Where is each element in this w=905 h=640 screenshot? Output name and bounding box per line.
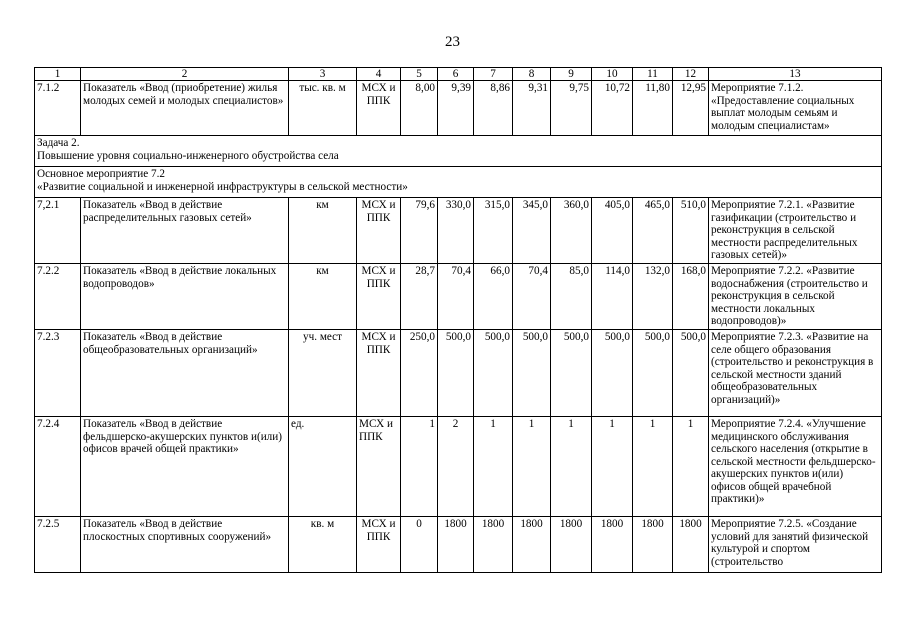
column-number: 5 [401,68,438,81]
indicator-name: Показатель «Ввод в действие распределительных газовых сетей» [81,198,289,264]
unit-cell: кв. м [289,517,357,573]
main-measure-row [35,167,882,198]
task-text: Повышение уровня социально-инженерного обустройства села [37,149,339,162]
value-cell: 500,0 [592,330,633,417]
value-cell: 1 [474,417,513,517]
indicator-name: Показатель «Ввод в действие фельдшерско-акушерских пунктов и(или) офисов врачей общей практики» [81,417,289,517]
value-cell: 1800 [592,517,633,573]
value-cell: 315,0 [474,198,513,264]
value-cell: 360,0 [551,198,592,264]
column-number: 7 [474,68,513,81]
column-number: 1 [35,68,81,81]
executor-cell: МСХ и ППК [357,81,401,136]
column-number: 9 [551,68,592,81]
measure-cell: Мероприятие 7.2.2. «Развитие водоснабжения (строительство и реконструкция в сельской местности локальных водопроводов)» [709,264,882,330]
column-number: 11 [633,68,673,81]
task-row [35,136,882,167]
executor-cell: МСХ и ППК [357,517,401,573]
value-cell: 28,7 [401,264,438,330]
value-cell: 114,0 [592,264,633,330]
value-cell: 330,0 [438,198,474,264]
measure-cell: Мероприятие 7.2.1. «Развитие газификации (строительство и реконструкция в сельской местности распределительных газовых сетей)» [709,198,882,264]
column-number: 3 [289,68,357,81]
table-row [35,264,882,330]
measure-cell: Мероприятие 7.2.3. «Развитие на селе общего образования (строительство и реконструкция в сельской местности зданий общеобразовательных организаций)» [709,330,882,417]
column-number: 6 [438,68,474,81]
value-cell: 1 [633,417,673,517]
value-cell: 405,0 [592,198,633,264]
column-number: 10 [592,68,633,81]
indicator-name: Показатель «Ввод в действие плоскостных спортивных сооружений» [81,517,289,573]
measure-cell: Мероприятие 7.2.4. «Улучшение медицинского обслуживания сельского населения (открытие в сельской местности фельдшерско-акушерских пунктов и(или) офисов общей врачебной практики)» [709,417,882,517]
value-cell: 12,95 [673,81,709,136]
executor-cell: МСХ и ППК [357,198,401,264]
measure-cell: Мероприятие 7.1.2. «Предоставление социальных выплат молодым семьям и молодым специалистам» [709,81,882,136]
table-row [35,198,882,264]
value-cell: 10,72 [592,81,633,136]
value-cell: 1 [551,417,592,517]
value-cell: 8,86 [474,81,513,136]
value-cell: 11,80 [633,81,673,136]
value-cell: 1800 [633,517,673,573]
value-cell: 70,4 [438,264,474,330]
table-row [35,330,882,417]
table-row [35,517,882,573]
unit-cell: ед. [289,417,357,517]
unit-cell: км [289,264,357,330]
main-measure-text: «Развитие социальной и инженерной инфраструктуры в сельской местности» [37,180,408,193]
unit-cell: уч. мест [289,330,357,417]
value-cell: 1 [401,417,438,517]
value-cell: 510,0 [673,198,709,264]
measure-cell: Мероприятие 7.2.5. «Создание условий для занятий физической культурой и спортом (строительство [709,517,882,573]
indicators-table [34,67,882,573]
value-cell: 500,0 [438,330,474,417]
value-cell: 1 [513,417,551,517]
column-number: 4 [357,68,401,81]
value-cell: 500,0 [551,330,592,417]
value-cell: 0 [401,517,438,573]
column-number: 2 [81,68,289,81]
column-number: 13 [709,68,882,81]
value-cell: 168,0 [673,264,709,330]
row-number: 7.2.4 [35,417,81,517]
executor-cell: МСХ и ППК [357,417,401,517]
value-cell: 9,39 [438,81,474,136]
unit-cell: тыс. кв. м [289,81,357,136]
unit-cell: км [289,198,357,264]
value-cell: 132,0 [633,264,673,330]
column-number: 8 [513,68,551,81]
value-cell: 66,0 [474,264,513,330]
row-number: 7.2.2 [35,264,81,330]
value-cell: 79,6 [401,198,438,264]
executor-cell: МСХ и ППК [357,330,401,417]
indicator-name: Показатель «Ввод (приобретение) жилья молодых семей и молодых специалистов» [81,81,289,136]
value-cell: 9,31 [513,81,551,136]
value-cell: 1800 [438,517,474,573]
table-row [35,417,882,517]
indicator-name: Показатель «Ввод в действие общеобразовательных организаций» [81,330,289,417]
value-cell: 345,0 [513,198,551,264]
value-cell: 500,0 [633,330,673,417]
value-cell: 1800 [474,517,513,573]
executor-cell: МСХ и ППК [357,264,401,330]
row-number: 7,2.1 [35,198,81,264]
row-number: 7.2.3 [35,330,81,417]
value-cell: 1800 [551,517,592,573]
value-cell: 1800 [513,517,551,573]
value-cell: 1 [673,417,709,517]
value-cell: 1800 [673,517,709,573]
value-cell: 85,0 [551,264,592,330]
value-cell: 500,0 [673,330,709,417]
main-measure-cell [35,167,882,198]
row-number: 7.2.5 [35,517,81,573]
column-number: 12 [673,68,709,81]
table-row [35,81,882,136]
main-measure-title: Основное мероприятие 7.2 [37,168,165,181]
task-cell [35,136,882,167]
page-number: 23 [445,34,460,50]
indicator-name: Показатель «Ввод в действие локальных водопроводов» [81,264,289,330]
value-cell: 465,0 [633,198,673,264]
task-title: Задача 2. [37,137,80,150]
value-cell: 500,0 [474,330,513,417]
value-cell: 500,0 [513,330,551,417]
value-cell: 8,00 [401,81,438,136]
value-cell: 2 [438,417,474,517]
column-numbers-row [35,68,882,81]
value-cell: 250,0 [401,330,438,417]
value-cell: 1 [592,417,633,517]
value-cell: 9,75 [551,81,592,136]
value-cell: 70,4 [513,264,551,330]
row-number: 7.1.2 [35,81,81,136]
